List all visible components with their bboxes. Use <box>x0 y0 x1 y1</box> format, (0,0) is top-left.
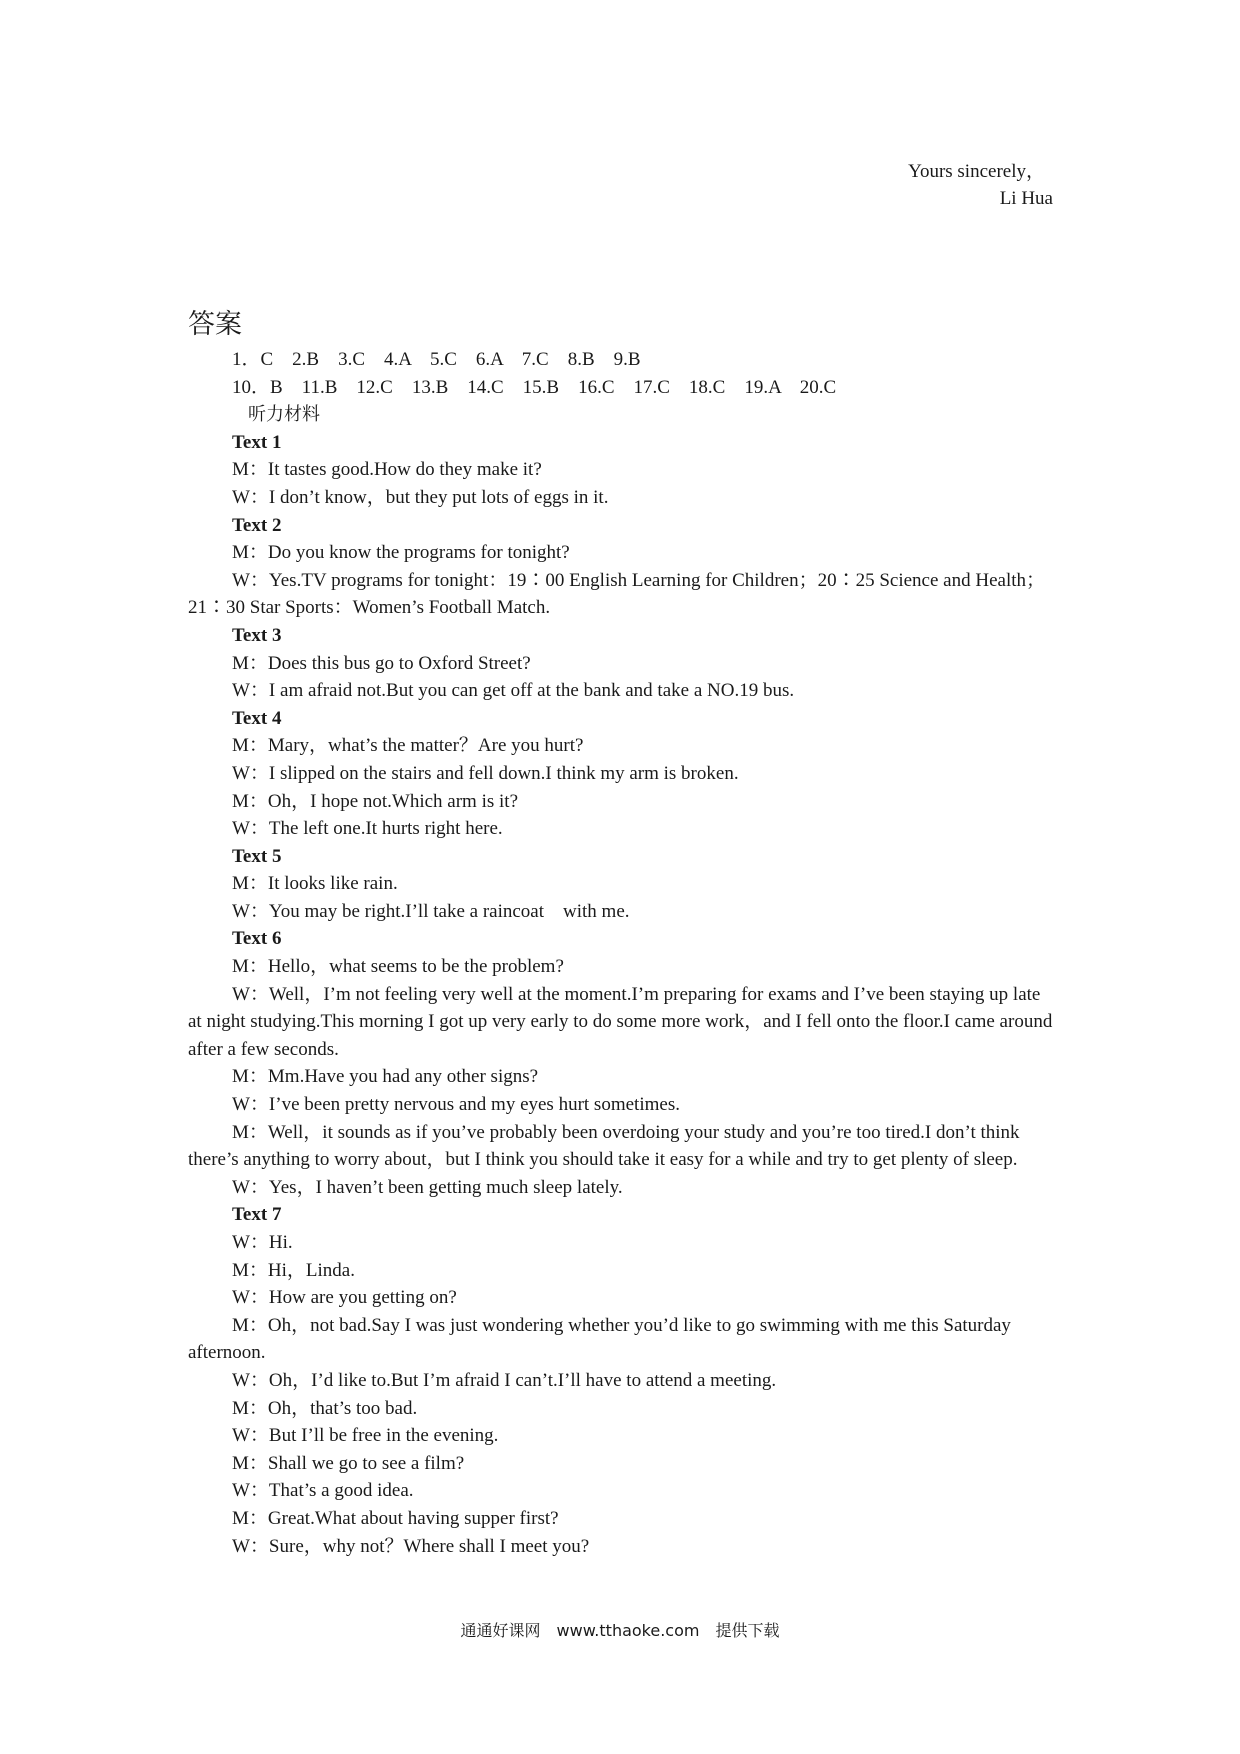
dialogue-line: W：I slipped on the stairs and fell down.I think my arm is broken. <box>232 762 739 784</box>
dialogue-line: W：That’s a good idea. <box>232 1480 414 1502</box>
dialogue-line: W：Oh，I’d like to.But I’m afraid I can’t.I’ll have to attend a meeting. <box>232 1369 777 1391</box>
answer-row: 1．C 2.B 3.C 4.A 5.C 6.A 7.C 8.B 9.B <box>232 349 641 370</box>
dialogue-line: M：It looks like rain. <box>232 873 398 895</box>
dialogue-line: M：Oh，not bad.Say I was just wondering whether you’d like to go swimming with me this Saturday afternoon. <box>188 1314 1016 1364</box>
answer-row: 10．B 11.B 12.C 13.B 14.C 15.B 16.C 17.C 18.C 19.A 20.C <box>232 376 837 398</box>
text-label: Text 5 <box>232 845 282 867</box>
dialogue-line: W：I’ve been pretty nervous and my eyes hurt sometimes. <box>232 1094 680 1116</box>
dialogue-line: W：I am afraid not.But you can get off at the bank and take a NO.19 bus. <box>232 680 795 702</box>
listening-heading: 听力材料 <box>248 404 320 426</box>
text-label: Text 3 <box>232 624 282 646</box>
dialogue-line: M：Oh，that’s too bad. <box>232 1397 418 1419</box>
text-label: Text 7 <box>232 1204 282 1226</box>
valediction: Yours sincerely， <box>908 161 1045 182</box>
text-label: Text 2 <box>232 514 282 536</box>
letter-closing <box>908 158 1053 212</box>
dialogue-line: M：Mm.Have you had any other signs? <box>232 1066 539 1088</box>
dialogue-line: W：The left one.It hurts right here. <box>232 818 503 840</box>
dialogue-line: M：Well，it sounds as if you’ve probably been overdoing your study and you’re too tired.I don’t think there’s anything to worry about，but I think you should take it easy for a while and try to get plenty of sleep. <box>188 1121 1025 1171</box>
dialogue-line: W：I don’t know，but they put lots of eggs in it. <box>232 486 609 508</box>
dialogue-line: W：You may be right.I’ll take a raincoat with me. <box>232 900 630 922</box>
signature-name: Li Hua <box>999 188 1053 209</box>
dialogue-line: M：Great.What about having supper first? <box>232 1507 559 1529</box>
dialogue-line: M：It tastes good.How do they make it? <box>232 459 542 481</box>
dialogue-line: W：Yes.TV programs for tonight：19∶00 English Learning for Children；20∶25 Science and Health；21∶30 Star Sports：Women’s Football Match. <box>188 569 1046 619</box>
dialogue-line: M：Oh，I hope not.Which arm is it? <box>232 790 519 812</box>
dialogue-line: W：How are you getting on? <box>232 1287 457 1309</box>
dialogue-line: M：Hello，what seems to be the problem? <box>232 956 564 978</box>
text-label: Text 6 <box>232 928 282 950</box>
dialogue-line: M：Shall we go to see a film? <box>232 1452 465 1474</box>
text-label: Text 4 <box>232 707 282 729</box>
dialogue-line: M：Hi，Linda. <box>232 1259 355 1281</box>
dialogue-line: M：Does this bus go to Oxford Street? <box>232 652 531 674</box>
dialogue-line: W：Yes，I haven’t been getting much sleep lately. <box>232 1176 623 1198</box>
text-label: Text 1 <box>232 431 282 453</box>
dialogue-line: W：Hi. <box>232 1232 293 1253</box>
dialogue-line: W：But I’ll be free in the evening. <box>232 1425 499 1447</box>
dialogue-line: M：Do you know the programs for tonight? <box>232 542 570 564</box>
dialogue-line: W：Sure，why not？Where shall I meet you? <box>232 1535 590 1557</box>
answer-heading: 答案 <box>188 309 242 340</box>
dialogue-line: M：Mary，what’s the matter？Are you hurt? <box>232 735 584 757</box>
dialogue-line: W：Well，I’m not feeling very well at the moment.I’m preparing for exams and I’ve been staying up late at night studying.This morning I got up very early to do some more work，and I fell onto the floor.I came around after a few seconds. <box>188 983 1058 1060</box>
answer-section <box>188 306 1058 1560</box>
page-footer: 通通好课网 www.tthaoke.com 提供下载 <box>460 1621 780 1640</box>
